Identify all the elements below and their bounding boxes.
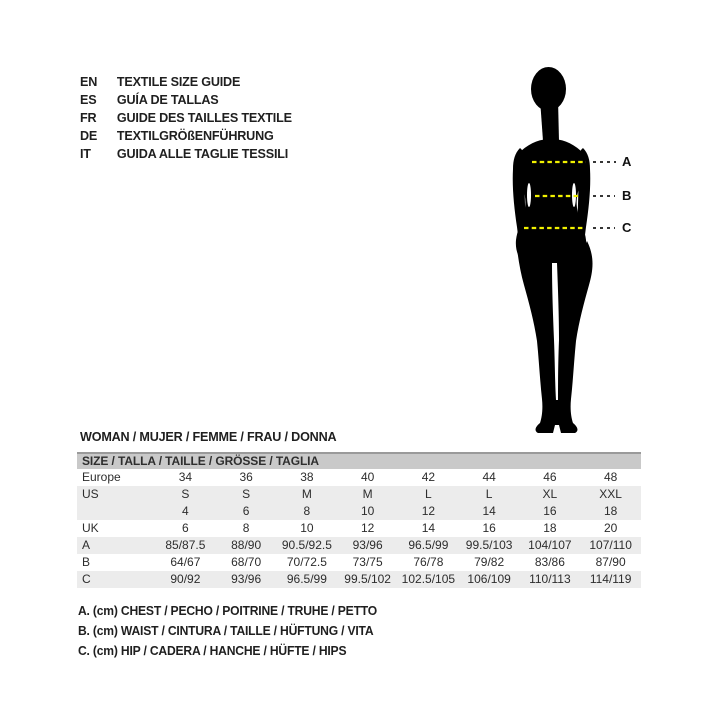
measurement-label-chest: A <box>622 154 632 169</box>
size-cell: 8 <box>242 521 250 535</box>
size-cell: 14 <box>421 521 436 535</box>
language-code: EN <box>80 74 98 89</box>
size-cell: 68/70 <box>231 555 262 569</box>
table-row <box>77 520 641 537</box>
table-row <box>77 503 641 520</box>
legend-line-hip: C. (cm) HIP / CADERA / HANCHE / HÜFTE / HIPS <box>78 644 347 658</box>
size-cell: 96.5/99 <box>286 572 327 586</box>
size-cell: L <box>485 487 493 501</box>
size-table-rows <box>77 469 641 588</box>
size-cell: 10 <box>360 504 375 518</box>
table-row <box>77 486 641 503</box>
row-label: A <box>82 538 91 552</box>
size-cell: 83/86 <box>534 555 565 569</box>
size-cell: S <box>242 487 251 501</box>
size-cell: 99.5/102 <box>344 572 391 586</box>
size-cell: 90/92 <box>170 572 201 586</box>
table-row <box>77 537 641 554</box>
size-cell: 38 <box>300 470 314 484</box>
size-cell: XXL <box>599 487 622 501</box>
language-title: GUIDA ALLE TAGLIE TESSILI <box>116 146 289 161</box>
size-cell: 64/67 <box>170 555 201 569</box>
row-label: US <box>82 487 99 501</box>
language-row <box>80 127 292 145</box>
woman-silhouette-figure <box>475 55 720 435</box>
language-title: GUIDE DES TAILLES TEXTILE <box>116 110 292 125</box>
size-cell: 48 <box>603 470 618 484</box>
size-cell: 107/110 <box>589 538 632 552</box>
language-title: TEXTILGRÖßENFÜHRUNG <box>116 128 274 143</box>
size-cell: M <box>362 487 373 501</box>
measurement-label-hip: C <box>622 220 632 235</box>
size-cell: 8 <box>303 504 311 518</box>
size-cell: 76/78 <box>413 555 444 569</box>
language-title: GUÍA DE TALLAS <box>116 92 219 107</box>
row-label: B <box>82 555 91 569</box>
measurement-legend <box>78 601 377 661</box>
row-label: Europe <box>82 470 121 484</box>
size-cell: 85/87.5 <box>165 538 206 552</box>
size-cell: XL <box>542 487 558 501</box>
size-cell: 18 <box>603 504 618 518</box>
measurement-label-waist: B <box>622 188 632 203</box>
size-cell: 4 <box>182 504 189 518</box>
size-cell: 40 <box>360 470 375 484</box>
size-cell: 12 <box>421 504 436 518</box>
size-cell: 70/72.5 <box>286 555 327 569</box>
section-heading: WOMAN / MUJER / FEMME / FRAU / DONNA <box>80 429 337 444</box>
language-row <box>80 109 292 127</box>
size-cell: 93/96 <box>231 572 262 586</box>
size-cell: 114/119 <box>589 572 632 586</box>
size-cell: 102.5/105 <box>401 572 456 586</box>
language-title: TEXTILE SIZE GUIDE <box>116 74 241 89</box>
size-cell: 106/109 <box>467 572 511 586</box>
size-cell: S <box>181 487 190 501</box>
legend-line-chest: A. (cm) CHEST / PECHO / POITRINE / TRUHE / PETTO <box>78 604 378 618</box>
size-cell: 20 <box>603 521 618 535</box>
language-code: ES <box>80 92 97 107</box>
size-cell: L <box>425 487 432 501</box>
size-cell: 46 <box>543 470 557 484</box>
size-cell: 6 <box>242 504 250 518</box>
size-cell: 96.5/99 <box>408 538 449 552</box>
table-row <box>77 469 641 486</box>
size-cell: 34 <box>178 470 193 484</box>
row-label: C <box>82 572 91 586</box>
size-cell: 73/75 <box>352 555 383 569</box>
size-cell: 79/82 <box>474 555 505 569</box>
language-code: FR <box>80 110 97 125</box>
language-title-list <box>80 73 292 163</box>
size-cell: 110/113 <box>529 572 571 586</box>
language-code: DE <box>80 128 98 143</box>
language-row <box>80 145 292 163</box>
size-cell: 104/107 <box>528 538 572 552</box>
size-cell: 14 <box>482 504 496 518</box>
table-row <box>77 571 641 588</box>
size-cell: 93/96 <box>352 538 383 552</box>
language-row <box>80 73 292 91</box>
size-cell: 99.5/103 <box>465 538 513 552</box>
size-cell: 90.5/92.5 <box>281 538 332 552</box>
size-cell: 87/90 <box>595 555 626 569</box>
size-cell: 10 <box>300 521 314 535</box>
size-cell: 88/90 <box>231 538 262 552</box>
language-code: IT <box>80 146 91 161</box>
size-cell: 12 <box>360 521 375 535</box>
size-cell: 18 <box>543 521 557 535</box>
size-cell: 42 <box>421 470 436 484</box>
size-cell: 16 <box>543 504 557 518</box>
size-cell: M <box>301 487 312 501</box>
size-cell: 36 <box>239 470 253 484</box>
table-row <box>77 554 641 571</box>
silhouette-shapes <box>513 67 593 433</box>
row-label: UK <box>82 521 99 535</box>
size-table-header: SIZE / TALLA / TAILLE / GRÖSSE / TAGLIA <box>77 452 641 469</box>
woman-silhouette <box>475 55 720 435</box>
size-cell: 6 <box>182 521 189 535</box>
size-table <box>77 452 641 588</box>
size-cell: 16 <box>482 521 496 535</box>
language-row <box>80 91 292 109</box>
size-cell: 44 <box>482 470 496 484</box>
row-label <box>77 503 155 520</box>
legend-line-waist: B. (cm) WAIST / CINTURA / TAILLE / HÜFTUNG / VITA <box>78 624 374 638</box>
